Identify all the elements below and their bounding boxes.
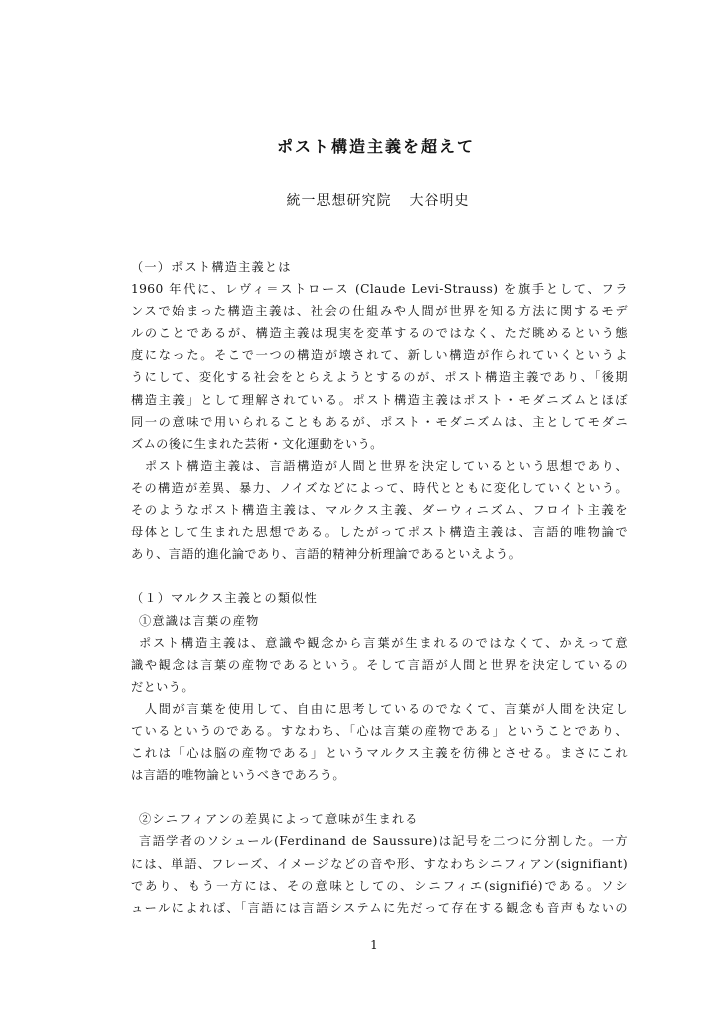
paragraph-line: うにして、変化する社会をとらえようとするのが、ポスト構造主義であり、「後期 bbox=[131, 370, 628, 385]
subsection-heading: ①意識は言葉の産物 bbox=[139, 613, 260, 628]
subsection-heading: ②シニフィアンの差異によって意味が生まれる bbox=[139, 812, 419, 827]
blank-line bbox=[143, 786, 628, 808]
paragraph-line: は言語的唯物論というべきであろう。 bbox=[131, 768, 345, 783]
paragraph-line: 構造主義」として理解されている。ポスト構造主義はポスト・モダニズムとほぼ bbox=[131, 392, 628, 407]
paragraph-line: ポスト構造主義は、言語構造が人間と世界を決定しているという思想であり、 bbox=[131, 458, 628, 473]
paragraph-line: だという。 bbox=[131, 679, 194, 694]
author-affiliation: 統一思想研究院 bbox=[286, 193, 392, 209]
paragraph-line: 1960 年代に、レヴィ＝ストロース (Claude Levi-Strauss) を旗手として、フラ bbox=[131, 282, 628, 297]
blank-line bbox=[143, 565, 628, 587]
paragraph-line: には、単語、フレーズ、イメージなどの音や形、すなわちシニフィアン(signifiant) bbox=[131, 856, 628, 871]
paragraph-line: ているというのである。すなわち、「心は言葉の産物である」ということであり、 bbox=[131, 723, 628, 738]
paragraph-line: 母体として生まれた思想である。したがってポスト構造主義は、言語的唯物論で bbox=[131, 525, 628, 540]
document-title: ポスト構造主義を超えて bbox=[276, 137, 475, 156]
section-heading: （一）ポスト構造主義とは bbox=[131, 260, 292, 274]
paragraph-line: ンスで始まった構造主義は、社会の仕組みや人間が世界を知る方法に関するモデ bbox=[131, 304, 628, 319]
paragraph-line: 人間が言葉を使用して、自由に思考しているのでなくて、言葉が人間を決定し bbox=[131, 701, 628, 716]
page-number: 1 bbox=[370, 938, 378, 952]
author-name: 大谷明史 bbox=[409, 193, 470, 209]
paragraph-line: ポスト構造主義は、意識や観念から言葉が生まれるのではなくて、かえって意 bbox=[139, 635, 628, 650]
paragraph-line: その構造が差異、暴力、ノイズなどによって、時代とともに変化していくという。 bbox=[131, 480, 628, 495]
paragraph-line: 度になった。そこで一つの構造が壊されて、新しい構造が作られていくというよ bbox=[131, 348, 628, 363]
paragraph-line: 識や観念は言葉の産物であるという。そして言語が人間と世界を決定しているの bbox=[131, 657, 628, 672]
paragraph-line: これは「心は脳の産物である」というマルクス主義を彷彿とさせる。まさにこれ bbox=[131, 746, 628, 761]
section-heading: （１）マルクス主義との類似性 bbox=[131, 591, 319, 606]
paragraph-line: そのようなポスト構造主義は、マルクス主義、ダーウィニズム、フロイト主義を bbox=[131, 503, 628, 518]
document-body bbox=[131, 256, 628, 919]
paragraph-line: ズムの後に生まれた芸術・文化運動をいう。 bbox=[131, 436, 383, 451]
paragraph-line: 同一の意味で用いられることもあるが、ポスト・モダニズムは、主としてモダニ bbox=[131, 414, 628, 429]
author-line bbox=[0, 190, 728, 210]
paragraph-line: 言語学者のソシュール(Ferdinand de Saussure)は記号を二つに分割した。一方 bbox=[139, 834, 628, 849]
paragraph-line: あり、言語的進化論であり、言語的精神分析理論であるといえよう。 bbox=[131, 547, 522, 562]
paragraph-line: であり、もう一方には、その意味としての、シニフィエ(signifié)である。ソシ bbox=[131, 878, 628, 893]
paragraph-line: ルのことであるが、構造主義は現実を変革するのではなく、ただ眺めるという態 bbox=[131, 326, 628, 341]
paragraph-line: ュールによれば、「言語には言語システムに先だって存在する観念も音声もないの bbox=[131, 900, 628, 915]
